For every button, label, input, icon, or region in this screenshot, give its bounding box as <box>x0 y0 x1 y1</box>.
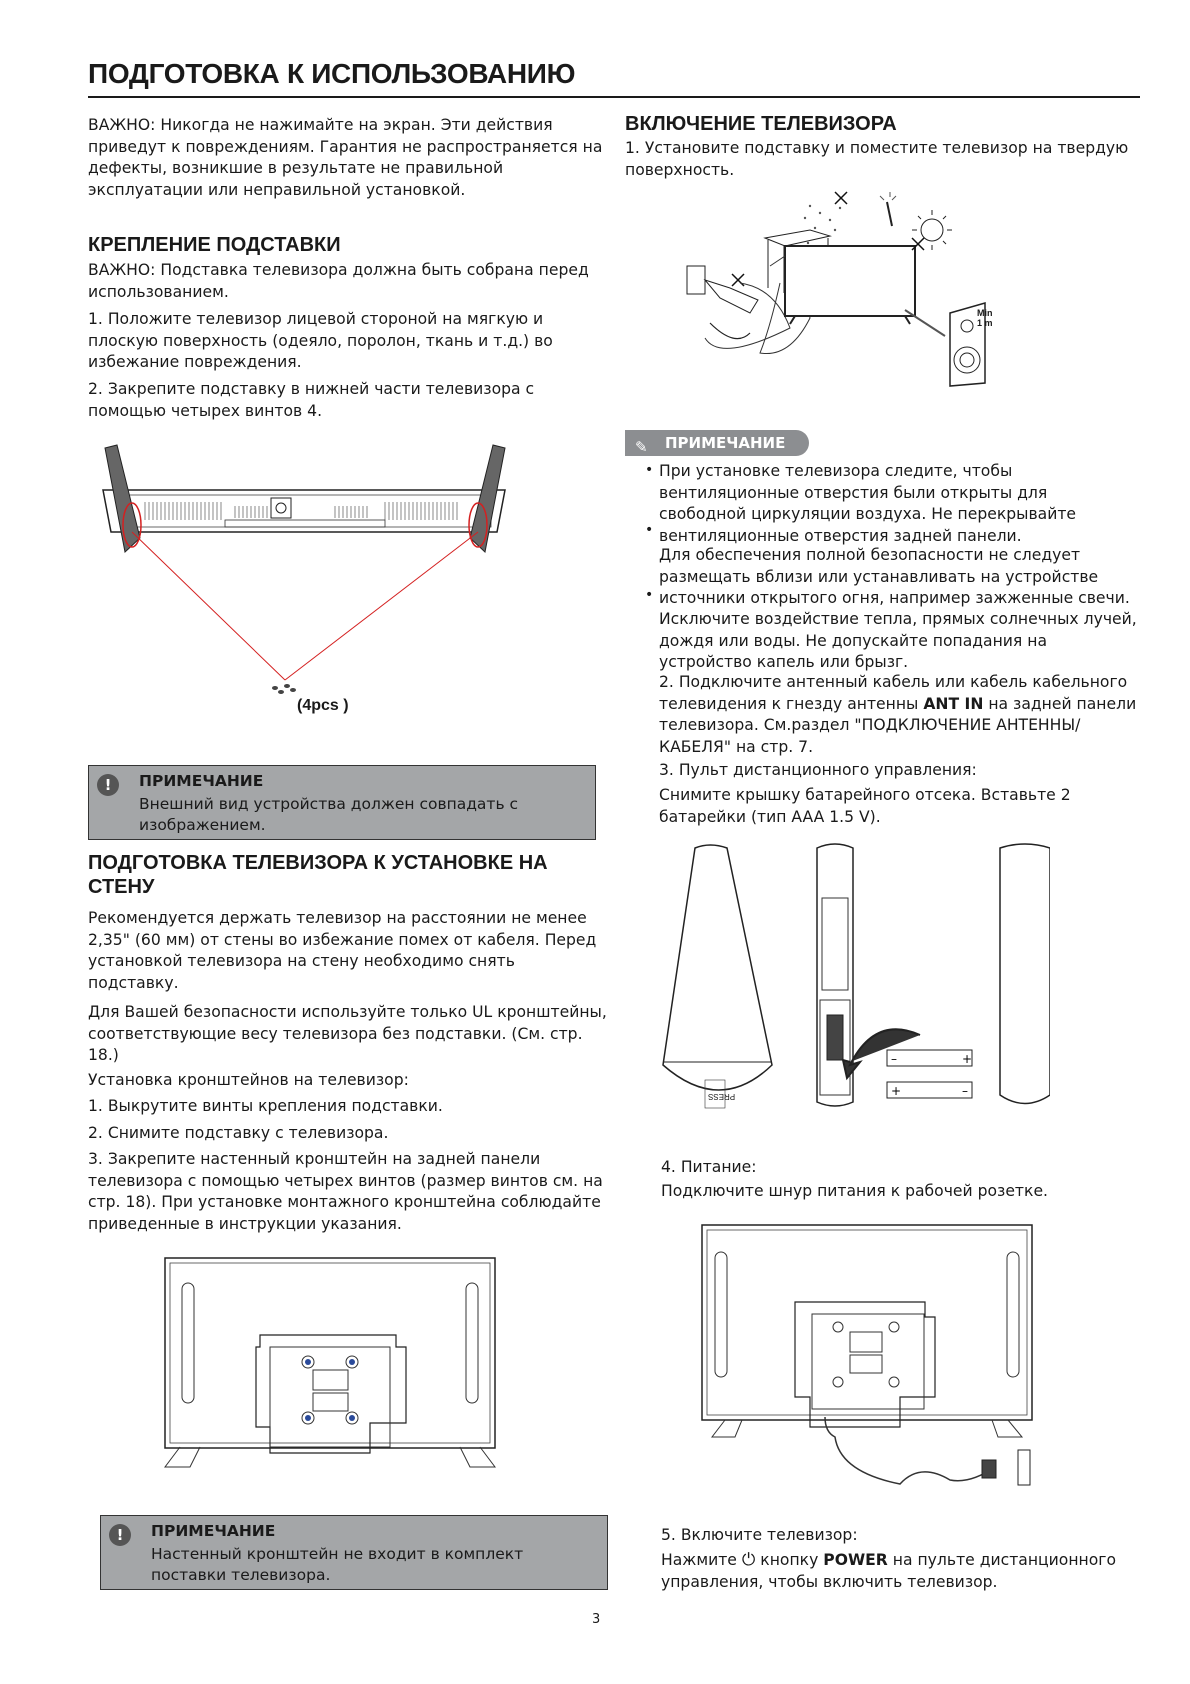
power-cord-figure <box>700 1222 1040 1507</box>
power-step-4-text: Подключите шнур питания к рабочей розетке. <box>661 1182 1048 1200</box>
stand-important: ВАЖНО: Подставка телевизора должна быть собрана перед использованием. <box>88 261 589 301</box>
pencil-icon: ✎ <box>635 438 648 456</box>
svg-text:–: – <box>891 1052 897 1066</box>
wall-paragraph-1: Рекомендуется держать телевизор на расстоянии не менее 2,35" (60 мм) от стены во избежание помех от кабеля. Перед установкой телевизора на стену необходимо снять подставку. <box>88 909 597 992</box>
page-number: 3 <box>592 1612 601 1627</box>
power-step-1: 1. Установите подставку и поместите телевизор на твердую поверхность. <box>625 139 1129 179</box>
power-icon: ⏻ <box>741 1550 756 1570</box>
warning-icon: ! <box>97 774 119 796</box>
stand-step-1: 1. Положите телевизор лицевой стороной на мягкую и плоскую поверхность (одеяло, поролон, ткань и т.д.) во избежание повреждения. <box>88 310 553 371</box>
note-heading: ПРИМЕЧАНИЕ <box>151 1522 276 1540</box>
wall-step-1: 1. Выкрутите винты крепления подставки. <box>88 1097 443 1115</box>
svg-text:+: + <box>962 1052 973 1066</box>
note-box-bracket <box>100 1515 608 1590</box>
screws-label: (4pcs ) <box>297 697 349 714</box>
bullet-dot: • <box>645 522 654 538</box>
min-distance-label: Min 1 m <box>977 308 993 328</box>
stand-assembly-figure <box>95 440 515 730</box>
press-label: PRESS <box>708 1092 736 1101</box>
power-step-5-text: Нажмите ⏻ кнопку POWER на пульте дистанционного управления, чтобы включить телевизор. <box>661 1550 1116 1591</box>
page-title: ПОДГОТОВКА К ИСПОЛЬЗОВАНИЮ <box>88 58 576 89</box>
wall-paragraph-2: Для Вашей безопасности используйте только UL кронштейны, соответствующие весу телевизора без подставки. (См. стр. 18.) <box>88 1003 607 1064</box>
note-heading: ПРИМЕЧАНИЕ <box>139 772 264 790</box>
warning-icon: ! <box>109 1524 131 1546</box>
wall-step-3: 3. Закрепите настенный кронштейн на задней панели телевизора с помощью четырех винтов (размер винтов см. на стр. 18). При установке монтажного кронштейна соблюдайте приведенные в инструкции указания. <box>88 1150 603 1233</box>
power-step-4-title: 4. Питание: <box>661 1158 757 1176</box>
placement-figure <box>680 188 1050 413</box>
note-text: Внешний вид устройства должен совпадать с изображением. <box>139 795 519 834</box>
note-bullet-2: Для обеспечения полной безопасности не следует размещать вблизи или устанавливать на устройстве источники открытого огня, например зажженные свечи. <box>659 546 1130 607</box>
stand-heading: КРЕПЛЕНИЕ ПОДСТАВКИ <box>88 234 341 256</box>
battery-figure <box>655 840 1050 1115</box>
stand-step-2: 2. Закрепите подставку в нижней части телевизора с помощью четырех винтов 4. <box>88 380 535 420</box>
power-step-2: 2. Подключите антенный кабель или кабель кабельного телевидения к гнезду антенны ANT IN на задней панели телевизора. См.раздел "ПОДКЛЮЧЕНИЕ АНТЕННЫ/ КАБЕЛЯ" на стр. 7. <box>659 673 1137 756</box>
power-step-5-title: 5. Включите телевизор: <box>661 1526 858 1544</box>
wall-mount-figure <box>160 1255 500 1475</box>
note-pill: ✎ ПРИМЕЧАНИЕ <box>625 430 809 456</box>
power-step-3-text: Снимите крышку батарейного отсека. Вставьте 2 батарейки (тип AAA 1.5 V). <box>659 786 1071 826</box>
wall-step-2: 2. Снимите подставку с телевизора. <box>88 1124 389 1142</box>
note-bullet-3: Исключите воздействие тепла, прямых солнечных лучей, дождя или воды. Не допускайте попадания на устройство капель или брызг. <box>659 610 1137 671</box>
power-step-3-title: 3. Пульт дистанционного управления: <box>659 761 977 779</box>
note-box-appearance <box>88 765 596 840</box>
note-bullet-1: При установке телевизора следите, чтобы вентиляционные отверстия были открыты для свободной циркуляции воздуха. Не перекрывайте вентиляционные отверстия задней панели. <box>659 462 1077 545</box>
power-heading: ВКЛЮЧЕНИЕ ТЕЛЕВИЗОРА <box>625 113 897 135</box>
wall-heading: ПОДГОТОВКА ТЕЛЕВИЗОРА К УСТАНОВКЕ НА СТЕНУ <box>88 852 548 898</box>
svg-text:–: – <box>962 1084 968 1098</box>
important-intro: ВАЖНО: Никогда не нажимайте на экран. Эти действия приведут к повреждениям. Гарантия не распространяется на дефекты, возникшие в результате не правильной эксплуатации или неправильной установкой. <box>88 116 603 199</box>
title-divider <box>88 96 1140 98</box>
wall-paragraph-3: Установка кронштейнов на телевизор: <box>88 1071 409 1089</box>
bullet-dot: • <box>645 587 654 603</box>
bullet-dot: • <box>645 462 654 478</box>
note-text: Настенный кронштейн не входит в комплект поставки телевизора. <box>151 1545 524 1584</box>
svg-text:+: + <box>891 1084 902 1098</box>
